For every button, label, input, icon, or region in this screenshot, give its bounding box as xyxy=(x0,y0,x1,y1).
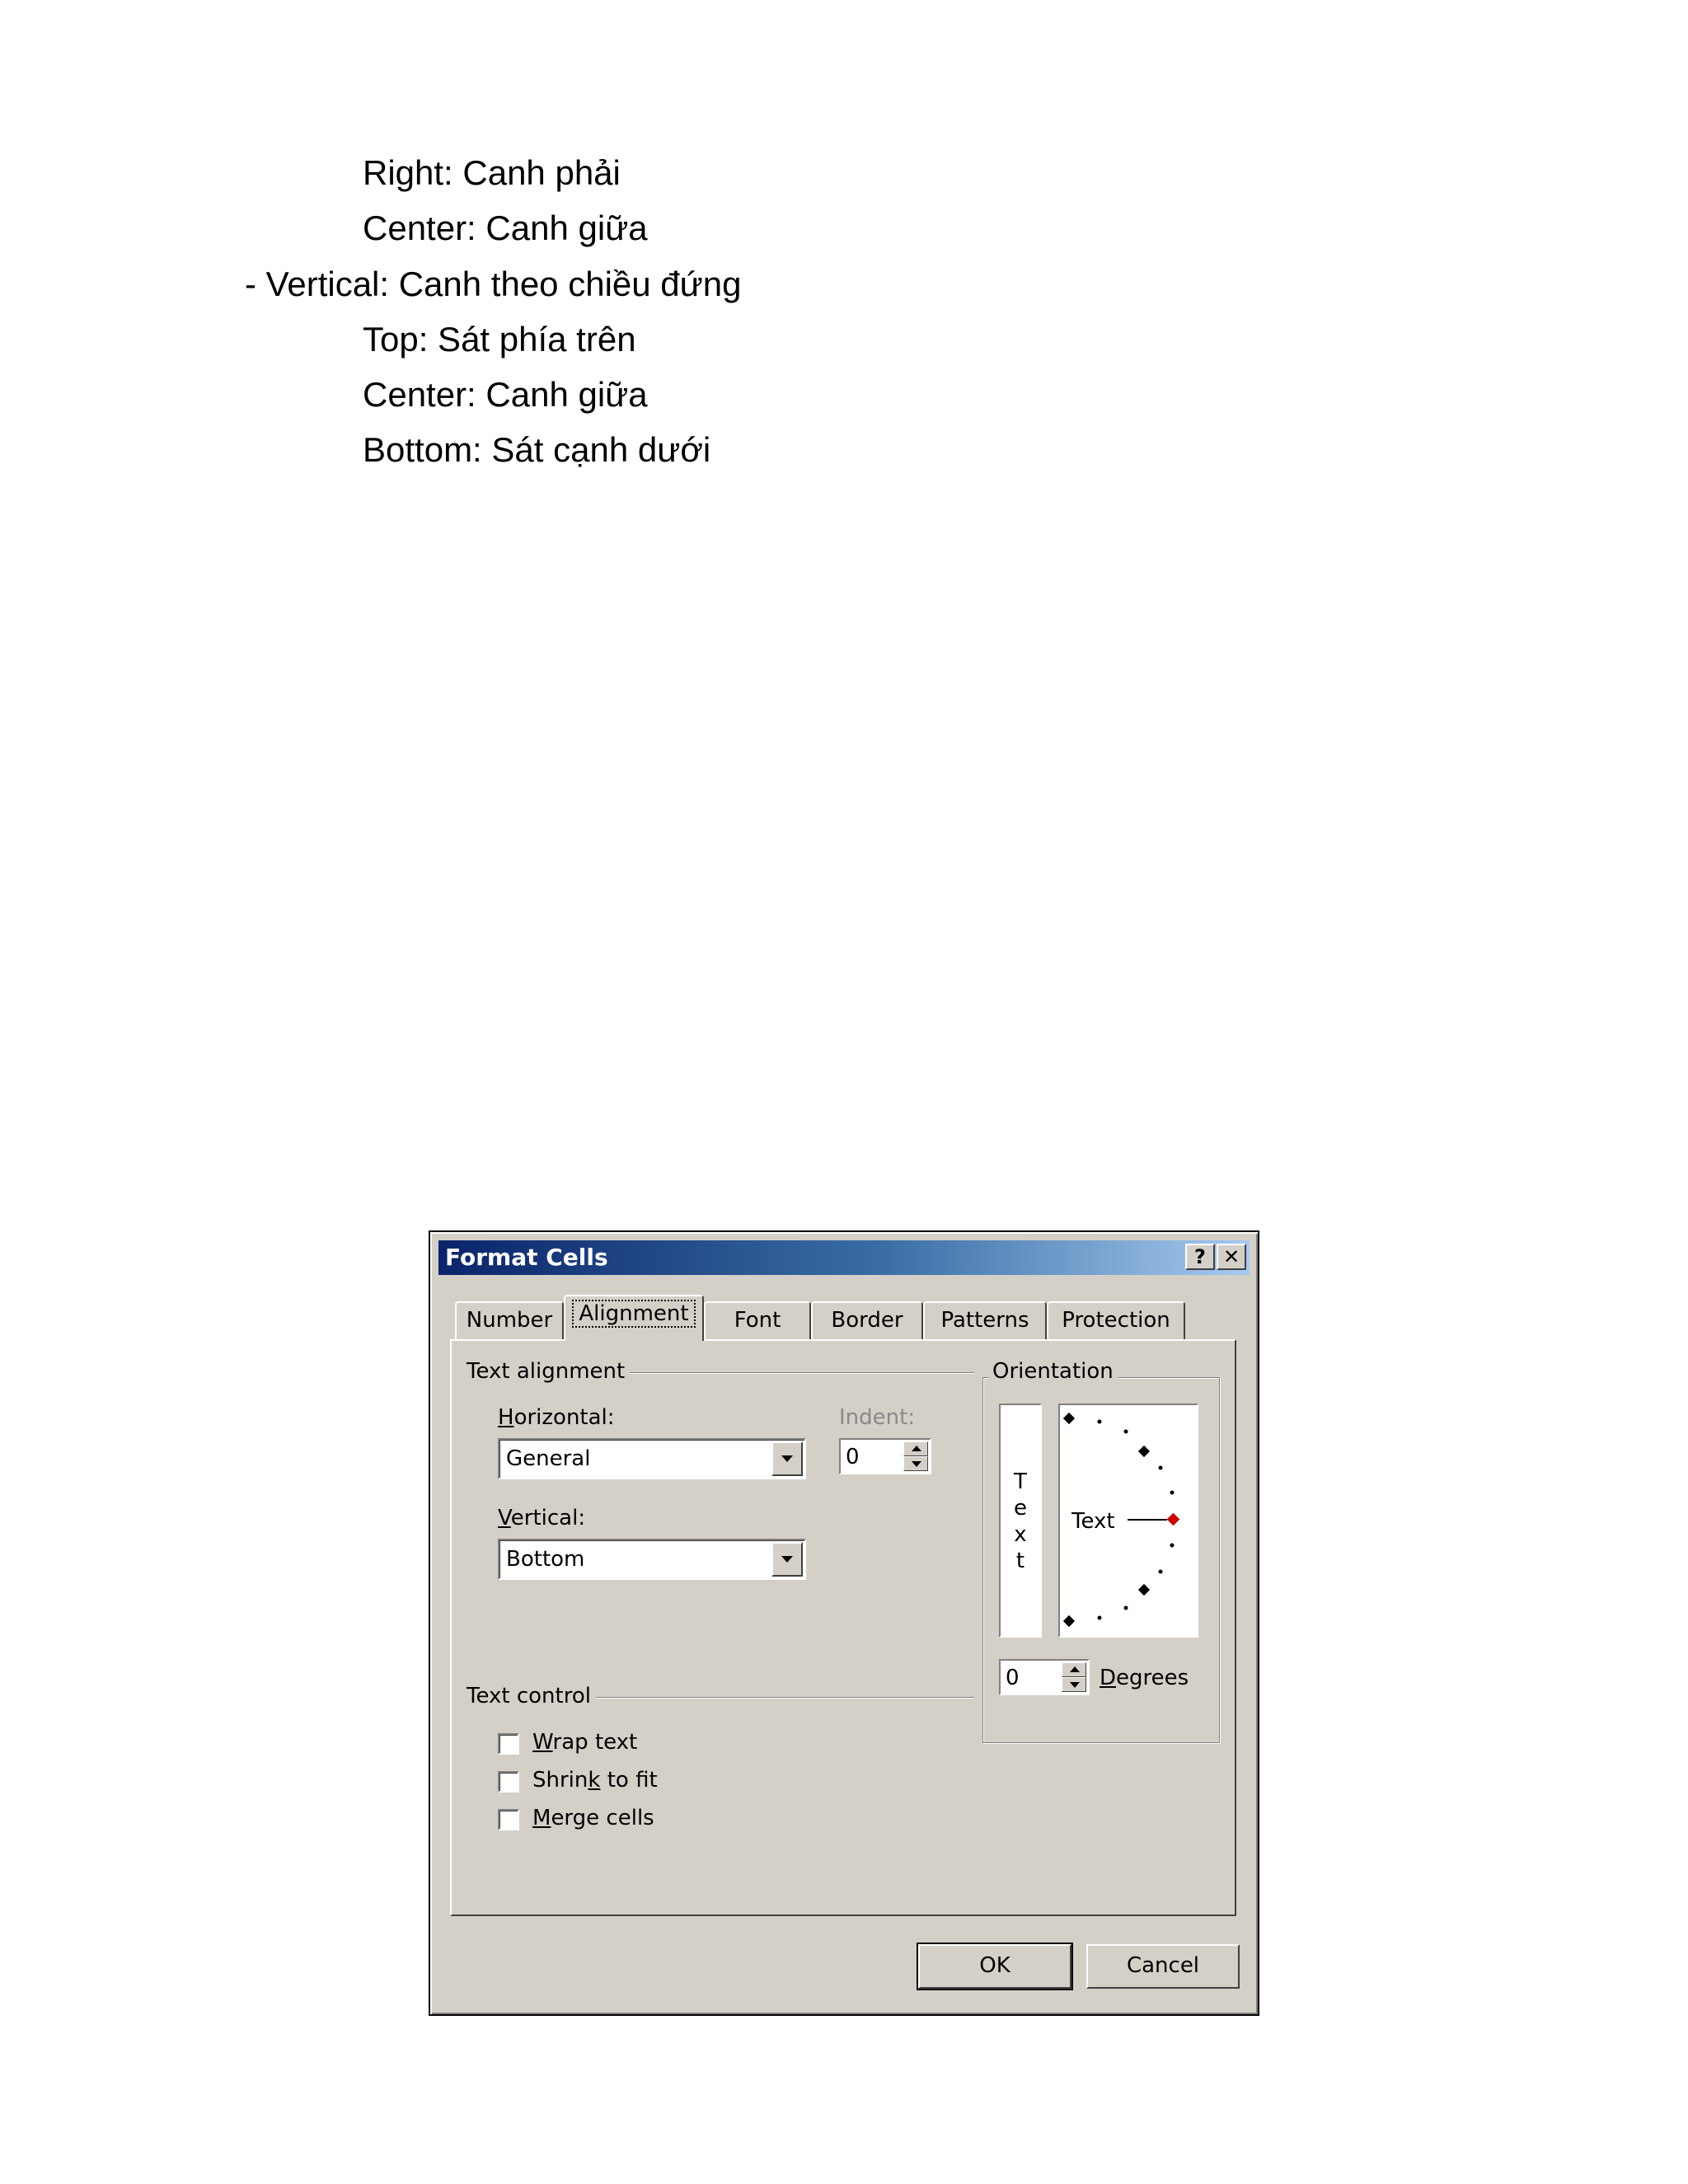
help-button[interactable]: ? xyxy=(1185,1244,1215,1270)
chevron-down-icon xyxy=(781,1455,793,1462)
doc-line-bottom: Bottom: Sát cạnh dưới xyxy=(363,430,711,469)
degrees-spinner[interactable] xyxy=(999,1659,1090,1695)
indent-spin-buttons xyxy=(903,1441,928,1471)
degrees-label: Degrees xyxy=(1100,1666,1189,1690)
cancel-button[interactable]: Cancel xyxy=(1086,1944,1240,1989)
tab-alignment[interactable] xyxy=(564,1295,704,1341)
orientation-dial[interactable] xyxy=(1058,1404,1198,1638)
close-button[interactable]: ✕ xyxy=(1217,1244,1246,1270)
chevron-down-icon xyxy=(781,1556,793,1563)
doc-line-top: Top: Sát phía trên xyxy=(363,320,636,359)
degrees-down-button[interactable] xyxy=(1062,1677,1086,1692)
doc-line-vertical: - Vertical: Canh theo chiều đứng xyxy=(245,265,742,303)
vertical-dropdown-button[interactable] xyxy=(771,1542,803,1577)
doc-line-right: Right: Canh phải xyxy=(363,153,621,192)
wrap-text-checkbox[interactable] xyxy=(498,1733,519,1755)
vertical-select[interactable] xyxy=(498,1539,806,1580)
tab-font[interactable] xyxy=(704,1301,811,1339)
dial-text: Text xyxy=(1071,1509,1115,1534)
format-cells-dialog xyxy=(429,1230,1259,2016)
tab-label: Number xyxy=(466,1308,553,1333)
orientation-label: Orientation xyxy=(989,1359,1118,1384)
orientation-dial-graphic xyxy=(1060,1405,1197,1636)
shrink-to-fit-checkbox[interactable] xyxy=(498,1771,519,1793)
horizontal-value: General xyxy=(506,1446,591,1471)
tab-label: Patterns xyxy=(940,1308,1029,1333)
merge-cells-checkbox[interactable] xyxy=(498,1809,519,1830)
dialog-title: Format Cells xyxy=(445,1244,608,1271)
vertical-text-option[interactable] xyxy=(999,1404,1042,1638)
shrink-to-fit-label[interactable]: Shrink to fit xyxy=(532,1768,658,1793)
indent-spinner[interactable] xyxy=(839,1438,931,1474)
vertical-text-char: x xyxy=(1014,1522,1027,1547)
wrap-text-label[interactable]: Wrap text xyxy=(532,1730,638,1755)
vertical-text-char: t xyxy=(1015,1549,1025,1573)
degrees-value: 0 xyxy=(1006,1666,1020,1690)
degrees-up-button[interactable] xyxy=(1062,1662,1086,1677)
tab-label: Font xyxy=(734,1308,781,1333)
tab-protection[interactable] xyxy=(1047,1301,1185,1339)
vertical-text-char: T xyxy=(1014,1469,1027,1494)
tab-label: Protection xyxy=(1062,1308,1170,1333)
text-control-label: Text control xyxy=(467,1684,596,1708)
tab-label: Border xyxy=(831,1308,903,1333)
vertical-value: Bottom xyxy=(506,1547,585,1572)
doc-line-center-2: Center: Canh giữa xyxy=(363,375,648,414)
tab-patterns[interactable] xyxy=(923,1301,1047,1339)
vertical-label: Vertical: xyxy=(498,1506,586,1530)
vertical-text-char: e xyxy=(1014,1496,1027,1521)
indent-up-button[interactable] xyxy=(903,1441,928,1456)
merge-cells-label[interactable]: Merge cells xyxy=(532,1806,654,1830)
down-arrow-icon xyxy=(912,1461,921,1467)
horizontal-dropdown-button[interactable] xyxy=(771,1441,803,1476)
degrees-spin-buttons xyxy=(1062,1662,1086,1692)
tab-label: Alignment xyxy=(572,1300,695,1328)
title-bar[interactable] xyxy=(438,1240,1250,1275)
indent-down-button[interactable] xyxy=(903,1456,928,1471)
text-alignment-label: Text alignment xyxy=(467,1359,630,1384)
doc-line-center: Center: Canh giữa xyxy=(363,209,648,247)
ok-button[interactable]: OK xyxy=(918,1944,1071,1989)
horizontal-select[interactable] xyxy=(498,1438,806,1479)
down-arrow-icon xyxy=(1070,1682,1080,1688)
indent-label: Indent: xyxy=(839,1405,916,1430)
tab-border[interactable] xyxy=(811,1301,923,1339)
tab-number[interactable] xyxy=(455,1301,564,1339)
up-arrow-icon xyxy=(1070,1666,1080,1672)
up-arrow-icon xyxy=(912,1446,921,1451)
indent-value: 0 xyxy=(846,1445,860,1469)
horizontal-label: Horizontal: xyxy=(498,1405,615,1430)
